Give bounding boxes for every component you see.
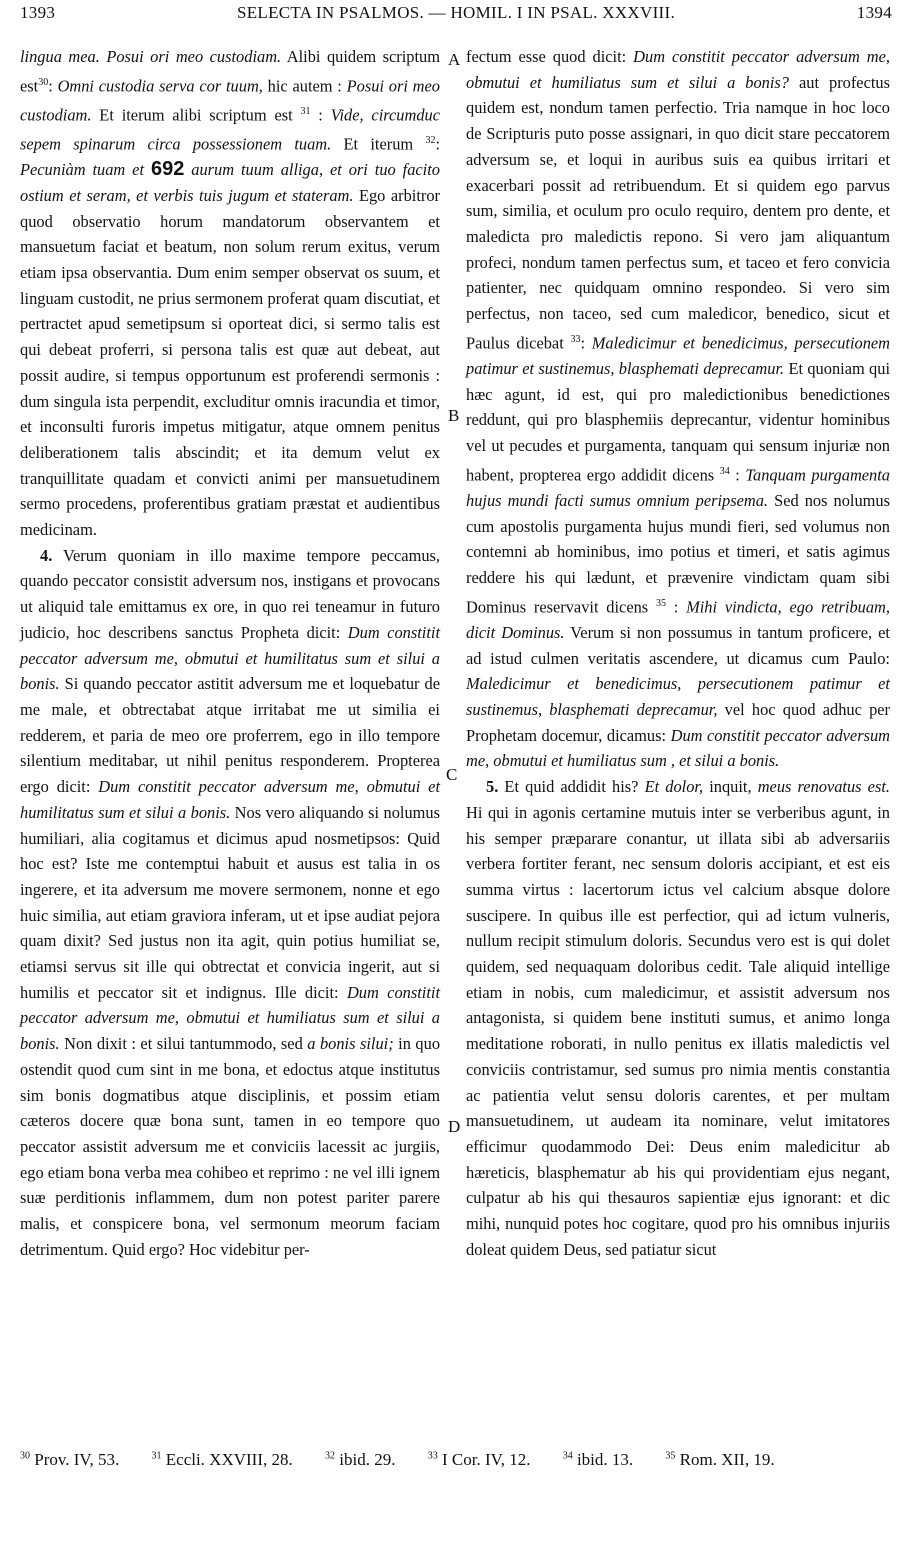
quote: Dum constitit peccator adversum me, obmutui et humilitatus sum et silui a bonis. bbox=[20, 777, 440, 822]
footnote-text: Rom. XII, 19. bbox=[679, 1450, 775, 1469]
quote: Maledicimur et benedicimus, persecutionem patimur et sustinemus, blasphemati deprecamur, bbox=[466, 674, 890, 719]
left-paragraph-2 bbox=[20, 543, 440, 1263]
quote: Omni custodia serva cor tuum, bbox=[57, 76, 263, 96]
quote: Mihi vindicta, ego retribuam, dicit Dominus. bbox=[466, 597, 890, 642]
quote: Posui ori meo custodiam. bbox=[20, 76, 440, 125]
section-number: 5. bbox=[486, 777, 499, 797]
footnote bbox=[152, 1450, 307, 1469]
quote: Dum constitit peccator adversum me, obmutui et humilitatus sum et silui a bonis. bbox=[20, 622, 440, 694]
footnote-text: ibid. 29. bbox=[339, 1450, 396, 1469]
footnote-ref: 35 bbox=[655, 597, 666, 609]
footnote bbox=[428, 1450, 545, 1469]
text: : bbox=[435, 134, 440, 154]
footnote-ref: 30 bbox=[38, 76, 49, 88]
margin-letter-a: A bbox=[448, 50, 461, 69]
footnote-ref: 33 bbox=[570, 333, 581, 345]
footnote bbox=[325, 1450, 409, 1469]
margin-letter-d: D bbox=[448, 1117, 461, 1136]
footnote-number: 33 bbox=[427, 1450, 438, 1462]
text: : bbox=[665, 597, 687, 617]
page-number-right: 1394 bbox=[856, 3, 892, 22]
text: Et iterum bbox=[331, 134, 426, 154]
text: Verum si non possumus in tantum proficere, et ad istud culmen veritatis ascendere, ut dicamus cum Paulo: bbox=[466, 622, 890, 668]
text: Si quando peccator astitit adversum me et loquebatur de me male, et obtrectabat atque irritabat me ut similia ei redderem, et paria de meo ore proferrem, ego in illo tempore silentium meditabar, ut nihil penitus responderem. Propterea ergo dicit: bbox=[20, 674, 440, 797]
footnote-text: Eccli. XXVIII, 28. bbox=[165, 1450, 293, 1469]
footnote-number: 31 bbox=[151, 1450, 162, 1462]
text: Sed nos nolumus cum apostolis purgamenta hujus mundi fieri, sed volumus non contemni ab hominibus, imo potius et timeri, et satis agimus reddere his qui lædunt, et prævenire vindictam quam sibi Dominus reservavit dicens bbox=[466, 490, 890, 617]
footnote bbox=[20, 1450, 133, 1469]
margin-letter-c: C bbox=[446, 765, 458, 784]
text: fectum esse quod dicit: bbox=[466, 47, 634, 66]
quote: Dum constitit peccator adversum me, obmutui et humiliatus sum et silui a bonis. bbox=[20, 982, 440, 1054]
text: Verum quoniam in illo maxime tempore peccamus, quando peccator consistit adversum nos, instigans et provocans ut aliquid tale emittamus ex ore, in quo rei teneamur in futuro judicio, hoc describens sanctus Propheta dicit: bbox=[20, 545, 440, 642]
page-header bbox=[20, 0, 892, 30]
page-number-left: 1393 bbox=[20, 3, 56, 22]
footnote-ref: 31 bbox=[300, 105, 311, 117]
quote: Maledicimur et benedicimus, persecutionem patimur et sustinemus, blasphemati deprecamur. bbox=[466, 333, 890, 378]
quote: Dum constitit peccator adversum me, obmutui et humiliatus sum et silui a bonis? bbox=[466, 47, 890, 92]
text: Et quid addidit his? bbox=[498, 777, 645, 797]
running-title: SELECTA IN PSALMOS. — HOMIL. I IN PSAL. XXXVIII. bbox=[236, 3, 676, 22]
text: Non dixit : et silui tantummodo, sed bbox=[59, 1034, 308, 1054]
text: vel hoc quod adhuc per Prophetam docemur, dicamus: bbox=[466, 699, 891, 745]
footnote-number: 32 bbox=[325, 1450, 336, 1462]
quote: lingua mea. Posui ori meo custodiam. bbox=[20, 47, 282, 66]
quote: aurum tuum alliga, et ori tuo facito ostium et seram, et verbis tuis jugum et stateram. bbox=[20, 160, 440, 205]
text: inquit, bbox=[703, 777, 758, 797]
footnote bbox=[563, 1450, 647, 1469]
quote: Et dolor, bbox=[644, 777, 704, 797]
text: : bbox=[48, 76, 58, 96]
right-column bbox=[466, 44, 890, 1262]
text: : bbox=[729, 465, 746, 485]
quote: Dum constitit peccator adversum me, obmutui et humiliatus sum , et silui a bonis. bbox=[466, 725, 890, 771]
text: Nos vero aliquando si nolumus humiliari, alia cogitamus et dicimus apud nosmetipsos: Quid hoc est? Iste me contemptui habuit et ausus est talia in os ingerere, et ita adversum me movere sermonem, nonne et ego huic similia, aut etiam graviora inferam, ut et ipse audiat pejora quam dixit? Sed justus non ita agit, quin potius humiliat se, etiamsi servus sit ille qui obtrectat et convicia ingerit, aut si humilis et peccator sit et indignus. Ille dicit: bbox=[20, 802, 440, 1002]
text: : bbox=[310, 105, 331, 125]
footnote-number: 30 bbox=[20, 1450, 30, 1462]
text: Hi qui in agonis certamine mutuis inter se verberibus agunt, in his semper præparare conantur, ut illata sibi ab adversariis verbera fortiter ferant, nec sensum doloris accipiant, et est eis summa virtus : lacertorum ictus vel calcium absque dolore suscipere. In quibus ille est perfectior, qui ad ictum vulneris, nullum recipit stimulum doloris. Secundus vero est is qui dolet quidem, sed nequaquam doloribus cedit. Tale aliquid intellige etiam in nobis, cum maledicimur, et assistit adversum nos antagonista, si quidem bene instituti sumus, et animo longa meditatione roborati, in nullo penitus ex illatis maledictis vel conviciis contristamur, sed sumus pro nimia mentis constantia ac patientia velut sensu doloris carentes, et per multam mansuetudinem, ut audeam ita nominare, velut imitatores efficimur quodammodo Dei: Deus enim maledicitur ab hæreticis, blasphematur ab his qui providentiam ejus negant, culpatur ab his qui thesauros sapientiæ ejus ignorant: et dic mihi, nunquid potes hoc cogitare, quod pro his omnibus injuriis doleat quidem Deus, sed patiatur sicut bbox=[466, 802, 890, 1259]
footnotes bbox=[20, 1450, 887, 1470]
footnote bbox=[665, 1450, 788, 1469]
footnote-ref: 34 bbox=[719, 465, 730, 477]
footnote-number: 35 bbox=[665, 1450, 676, 1462]
footnote-text: Prov. IV, 53. bbox=[34, 1450, 120, 1469]
footnote-text: ibid. 13. bbox=[576, 1450, 634, 1469]
text: Et quoniam qui hæc agunt, id est, qui pro maledictionibus benedictiones reddunt, qui pro blasphemiis deprecantur, videntur hominibus vel ut pecudes et purgamenta, tanquam qui sensum injuriæ non habent, propterea ergo addidit dicens bbox=[466, 358, 890, 485]
quote: Vide, circumduc sepem spinarum circa possessionem tuam. bbox=[20, 105, 440, 154]
margin-letter-b: B bbox=[448, 406, 460, 425]
section-number: 4. bbox=[40, 545, 53, 565]
footnote-text: I Cor. IV, 12. bbox=[441, 1450, 531, 1469]
text: Alibi quidem scriptum est bbox=[20, 47, 441, 96]
quote: Tanquam purgamenta hujus mundi facti sumus omnium peripsema. bbox=[466, 465, 890, 510]
text: hic autem : bbox=[262, 76, 347, 96]
text: : bbox=[580, 333, 592, 353]
quote: a bonis silui; bbox=[307, 1034, 394, 1054]
quote: meus renovatus est. bbox=[757, 777, 890, 797]
footnote-number: 34 bbox=[562, 1450, 573, 1462]
footnote-ref: 32 bbox=[425, 135, 436, 147]
text: Et iterum alibi scriptum est bbox=[91, 105, 301, 125]
left-paragraph-1 bbox=[20, 44, 440, 543]
column-number-marker: 692 bbox=[150, 158, 185, 181]
left-column bbox=[20, 44, 440, 1262]
right-paragraph-1 bbox=[466, 44, 890, 774]
right-paragraph-2 bbox=[466, 774, 890, 1262]
text: aut profectus quidem est, nondum tamen perfectio. Tria namque in hoc loco de Scripturis puto posse assignari, in quo dicit stare peccatorem adversum se, et loqui in auribus suis ea quibus irritari et exacerbari possit ad retribuendum. Et si quidem ego parvus sum, similia, et oculum pro oculo requiro, dentem pro dente, et maledicta pro maledictis repono. Si vero jam aliquantum profeci, nondum tamen perfectus sum, et taceo et fero convicia patienter, nec quidquam omnino respondeo. Si vero sim perfectus, non taceo, sed cum maledicor, benedico, sicut et Paulus dicebat bbox=[466, 72, 890, 353]
text: Ego arbitror quod observatio horum mandatorum observantem et mansuetum faciat et beatum, non solum rerum exitus, verum etiam ipsa observantia. Dum enim semper observat os suum, et linguam custodit, ne prius sermonem proferat quam discutiat, et pertractet apud semetipsum si oporteat dici, si sermo talis est qui debeat proferri, si persona talis est quæ aut debeat, aut possit audire, si tempus opportunum est proferendi sermonis : dum singula ista perpendit, excluditur omnis iracundia et timor, et inconsulti furoris impetus mitigatur, atque omnem penitus deliberationem talis abscindit; et ita demum velut ex tranquillitate quadam et convicti animi per mansuetudinem sermo procedens, proferentibus gratiam præstat et audientibus medicinam. bbox=[20, 185, 440, 540]
quote: Pecuniàm tuam et bbox=[20, 160, 145, 180]
text: in quo ostendit quod cum sint in me bona, et edoctus atque institutus sim bonis dogmatibus atque disciplinis, et possim etiam cæteros docere quæ bona sunt, tamen in eo tempore quo peccator assistit adversum me et conviciis lacessit ac jurgiis, ego etiam bona verba mea cohibeo et reprimo : ne vel illi ignem suæ perditionis inflammem, dum non potest pariter parere malis, et conspicere bona, vel sermonum meorum faciam detrimentum. Quid ergo? Hoc videbitur per- bbox=[20, 1034, 441, 1259]
